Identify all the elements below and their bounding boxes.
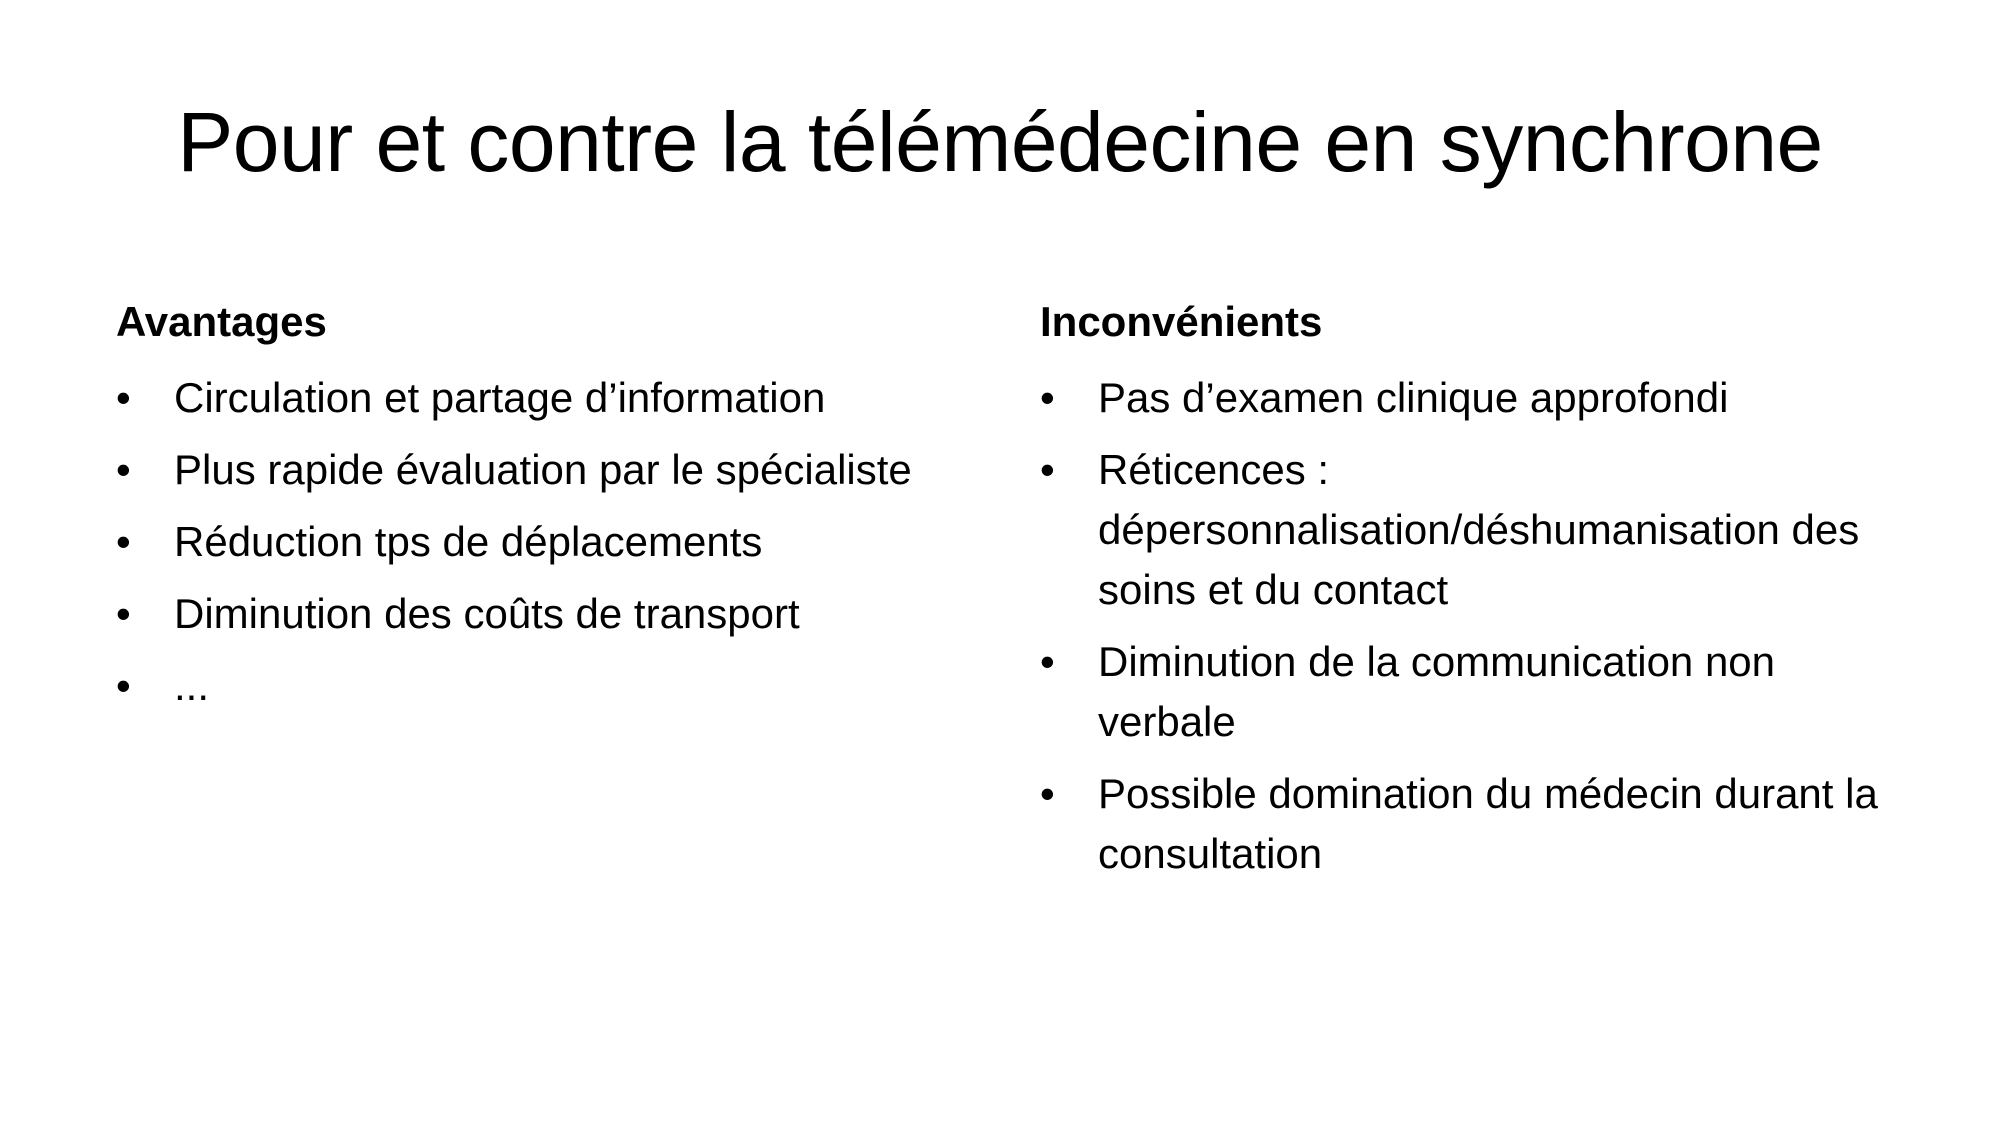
list-item-text: Plus rapide évaluation par le spécialiste	[174, 446, 912, 493]
bullet-icon: •	[1040, 374, 1055, 421]
bullet-icon: •	[1040, 638, 1055, 685]
bullet-icon: •	[116, 374, 131, 421]
list-item	[1040, 368, 1920, 428]
list-item-text: Pas d’examen clinique approfondi	[1098, 374, 1729, 421]
list-item	[1040, 440, 1920, 620]
bullet-icon: •	[1040, 446, 1055, 493]
advantages-heading: Avantages	[116, 298, 327, 345]
list-item-text: Réticences : dépersonnalisation/déshumanisation des soins et du contact	[1098, 446, 1860, 613]
list-item	[1040, 632, 1920, 752]
list-item-text: Diminution de la communication non verbale	[1098, 638, 1776, 745]
list-item	[116, 584, 996, 644]
list-item	[1040, 764, 1920, 884]
list-item	[116, 656, 996, 716]
bullet-icon: •	[1040, 770, 1055, 817]
list-item	[116, 512, 996, 572]
list-item	[116, 440, 996, 500]
list-item-text: ...	[174, 662, 210, 709]
disadvantages-column	[1040, 296, 1920, 896]
list-item-text: Possible domination du médecin durant la consultation	[1098, 770, 1878, 877]
list-item-text: Circulation et partage d’information	[174, 374, 826, 421]
slide-title: Pour et contre la télémédecine en synchrone	[177, 95, 1823, 189]
list-item-text: Diminution des coûts de transport	[174, 590, 800, 637]
list-item-text: Réduction tps de déplacements	[174, 518, 763, 565]
disadvantages-heading: Inconvénients	[1040, 298, 1323, 345]
bullet-icon: •	[116, 518, 131, 565]
bullet-icon: •	[116, 590, 131, 637]
bullet-icon: •	[116, 662, 131, 709]
list-item	[116, 368, 996, 428]
advantages-column	[116, 296, 996, 728]
disadvantages-list	[1040, 368, 1920, 884]
advantages-list	[116, 368, 996, 716]
bullet-icon: •	[116, 446, 131, 493]
